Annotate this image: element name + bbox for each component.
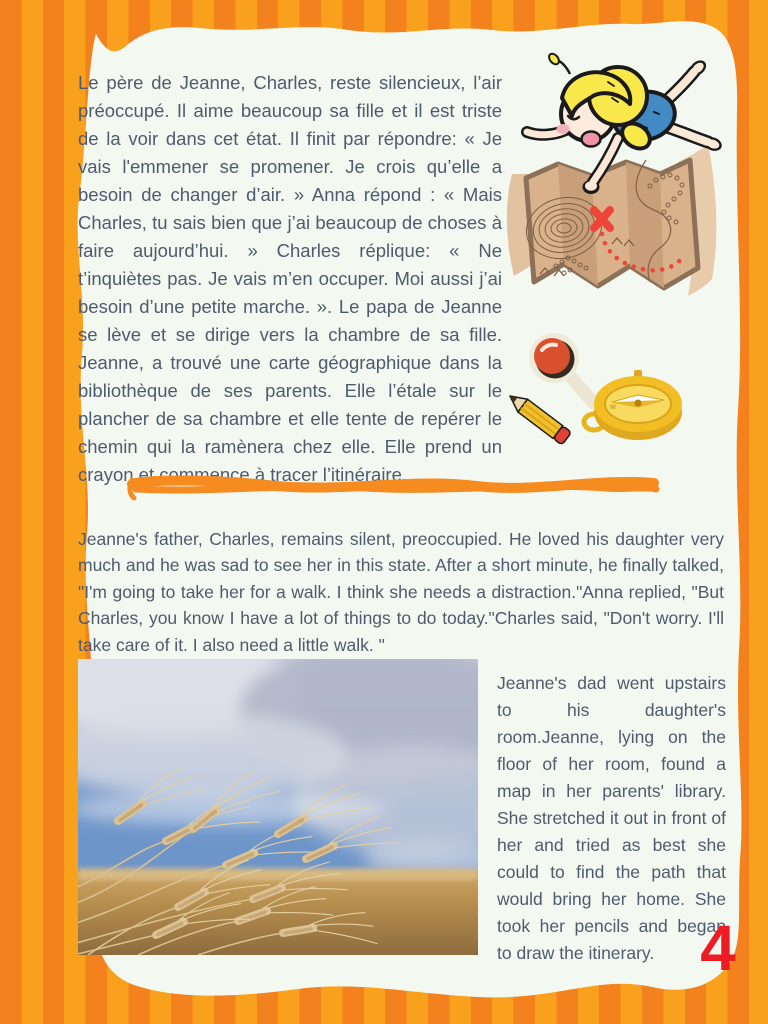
wheat-field-photo (78, 659, 478, 955)
page-number: 4 (700, 912, 736, 984)
english-paragraph-2: Jeanne's dad went upstairs to his daughter's room.Jeanne, lying on the floor of her room, found a map in her parents' library. She stretched it out in front of her and tried as best she could to find the path that would bring her home. She took her pencils and began to draw the itinerary. (497, 672, 726, 963)
compass-icon (584, 370, 682, 440)
svg-text:w: w (610, 402, 616, 411)
english-paragraph-1: Jeanne's father, Charles, remains silent, preoccupied. He loved his daughter very much and he was sad to see her in this state. After a short minute, he finally talked, "I'm going to take her for a walk. I think she needs a distraction."Anna replied, "But Charles, you know I have a lot of things to do today."Charles said, "Don't worry. I'll take care of it. I also need a little walk. " (78, 528, 724, 655)
pencil-icon (505, 390, 571, 446)
tools-illustration (498, 318, 698, 456)
magnifying-glass-icon (529, 333, 596, 406)
french-paragraph: Le père de Jeanne, Charles, reste silencieux, l’air préoccupé. Il aime beaucoup sa fille et il est triste de la voir dans cet état. Il finit par répondre: « Je vais l'emmener se promener. Je crois qu’elle a besoin de changer d’air. » Anna répond : « Mais Charles, tu sais bien que j’ai beaucoup de choses à faire aujourd’hui. » Charles réplique: « Ne t’inquiètes pas. Je vais m’en occuper. Moi aussi j’ai besoin d’une petite marche. ». Le papa de Jeanne se lève et se dirige vers la chambre de sa fille. Jeanne, a trouvé une carte géographique dans la bibliothèque de ses parents. Elle l’étale sur le plancher de sa chambre et elle tente de repérer le chemin qui la ramènera chez elle. Elle prend un crayon et commence à tracer l’itinéraire. (78, 71, 502, 485)
crayon-divider (126, 470, 661, 504)
treasure-map-icon (507, 144, 716, 296)
girl-on-map-illustration (496, 52, 728, 302)
